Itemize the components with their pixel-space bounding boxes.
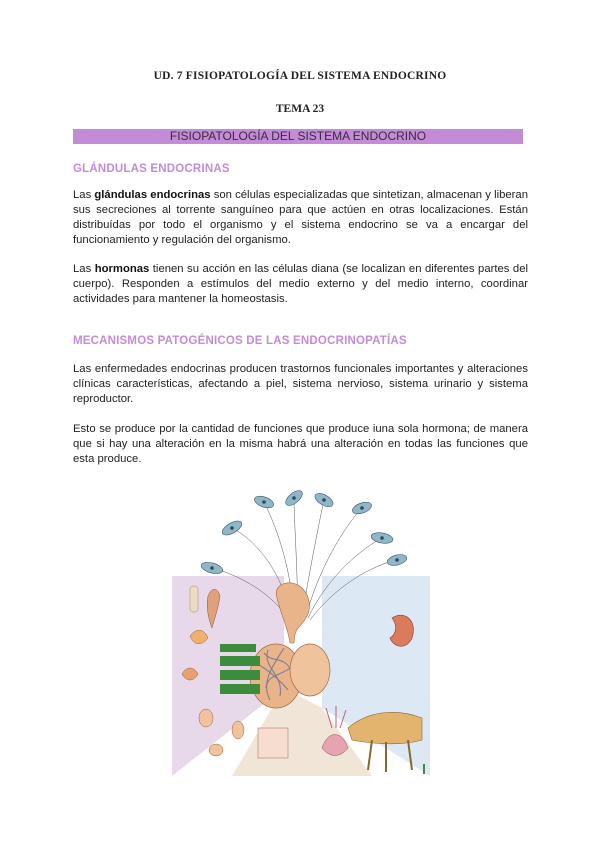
unit-title: UD. 7 FISIOPATOLOGÍA DEL SISTEMA ENDOCRINO bbox=[153, 70, 447, 82]
paragraph-glandulas: Las glándulas endocrinas son células especializadas que sintetizan, almacenan y liberan sus secreciones al torrente sanguíneo para que actúen en otras localizaciones. Están distribuídas por todo el organismo y el sistema endocrino se va a encargar del funcionamiento y regulación del organismo. bbox=[73, 189, 528, 246]
bold-term-glandulas: glándulas endocrinas bbox=[94, 189, 211, 201]
figure-marker bbox=[423, 764, 425, 774]
tema-title: TEMA 23 bbox=[275, 103, 325, 115]
paragraph-funciones: Esto se produce por la cantidad de funciones que produce iuna sola hormona; de manera que si hay una alteración en la misma habrá una alteración en todas las funciones que esta produce. bbox=[73, 423, 528, 465]
bold-term-hormonas: hormonas bbox=[94, 263, 150, 275]
section-banner: FISIOPATOLOGÍA DEL SISTEMA ENDOCRINO bbox=[73, 129, 523, 144]
pituitary-illustration bbox=[172, 478, 430, 776]
heading-mecanismos: MECANISMOS PATOGÉNICOS DE LAS ENDOCRINOPATÍAS bbox=[73, 335, 407, 347]
pituitary-diagram bbox=[172, 478, 430, 776]
heading-glandulas: GLÁNDULAS ENDOCRINAS bbox=[73, 163, 230, 175]
paragraph-enfermedades: Las enfermedades endocrinas producen trastornos funcionales importantes y alteraciones clínicas características, afectando a piel, sistema nervioso, sistema urinario y sistema reproductor. bbox=[73, 363, 528, 405]
paragraph-hormonas: Las hormonas tienen su acción en las células diana (se localizan en diferentes partes del cuerpo). Responden a estímulos del medio externo y del medio interno, coordinar actividades para mantener la homeostasis. bbox=[73, 263, 529, 305]
